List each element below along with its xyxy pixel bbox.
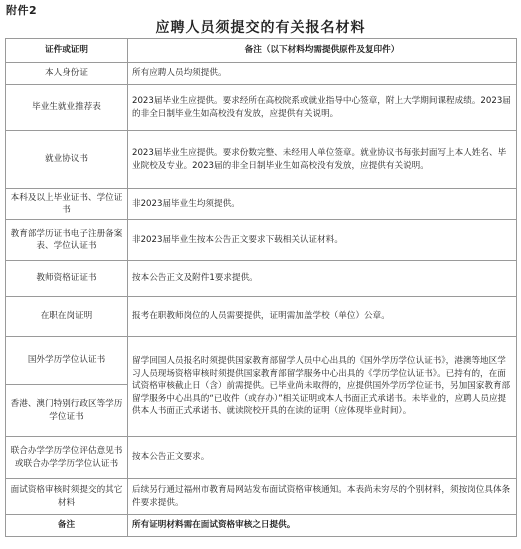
row-name: 本人身份证	[6, 63, 128, 85]
table-header-row	[6, 39, 517, 63]
row-note: 报考在职教师岗位的人员需要提供，证明需加盖学校（单位）公章。	[128, 297, 517, 337]
annex-label: 附件2	[6, 4, 38, 17]
row-name: 教育部学历证书电子注册备案表、学位认证书	[6, 220, 128, 261]
table-row	[6, 297, 517, 337]
row-name: 在职在岗证明	[6, 297, 128, 337]
table-row	[6, 63, 517, 85]
row-name: 就业协议书	[6, 131, 128, 189]
row-name: 教师资格证证书	[6, 261, 128, 297]
row-name: 本科及以上毕业证书、学位证书	[6, 189, 128, 220]
row-note: 所有应聘人员均须提供。	[128, 63, 517, 85]
row-name: 联合办学学历学位评估意见书或联合办学学历学位认证书	[6, 437, 128, 479]
row-note: 2023届毕业生应提供。要求份数完整、未经用人单位签章。就业协议书每张封面写上本人姓名、毕业院校及专业。2023届的非全日制毕业生如高校没有发放，应提供有关说明。	[128, 131, 517, 189]
row-note: 按本公告正文要求。	[128, 437, 517, 479]
materials-table	[5, 38, 517, 537]
table-row	[6, 261, 517, 297]
footer-label: 备注	[6, 515, 128, 537]
row-note: 后续另行通过福州市教育局网站发布面试资格审核通知。本表尚未穷尽的个别材料，须按岗位具体条件要求提供。	[128, 479, 517, 515]
row-note: 非2023届毕业生按本公告正文要求下载相关认证材料。	[128, 220, 517, 261]
table-row	[6, 437, 517, 479]
table-row	[6, 85, 517, 131]
row-name: 国外学历学位认证书	[6, 337, 128, 385]
page-title: 应聘人员须提交的有关报名材料	[155, 20, 366, 36]
foreign-degree-note: 留学回国人员报名时须提供国家教育部留学人员中心出具的《国外学历学位认证书》，港澳等地区学习人员现场资格审核时须提供国家教育部留学服务中心出具的《学历学位认证书》。已持有的，在面试资格审核截止日（含）前需提供。已毕业尚未取得的，应提供国外学历学位证书，另加国家教育部留学服务中心出具的“已收件（或存办）”相关证明或本人书面正式承诺书。未毕业的，应聘人员应提供本人书面正式承诺书、就读院校开具的在读的证明（应体现毕业时间）。	[128, 337, 517, 437]
table-row	[6, 479, 517, 515]
header-remarks: 备注（以下材料均需提供原件及复印件）	[128, 39, 517, 63]
row-name: 香港、澳门特别行政区等学历学位证书	[6, 385, 128, 437]
row-name: 毕业生就业推荐表	[6, 85, 128, 131]
footer-row	[6, 515, 517, 537]
row-name: 面试资格审核时须提交的其它材料	[6, 479, 128, 515]
table-row	[6, 337, 517, 385]
row-note: 按本公告正文及附件1要求提供。	[128, 261, 517, 297]
table-row	[6, 189, 517, 220]
table-row	[6, 220, 517, 261]
footer-note: 所有证明材料需在面试资格审核之日提供。	[128, 515, 517, 537]
table-row	[6, 131, 517, 189]
row-note: 非2023届毕业生均须提供。	[128, 189, 517, 220]
row-note: 2023届毕业生应提供。要求经所在高校院系或就业指导中心签章，附上大学期间课程成绩。2023届的非全日制毕业生如高校没有发放，应提供有关说明。	[128, 85, 517, 131]
header-certificate: 证件或证明	[6, 39, 128, 63]
